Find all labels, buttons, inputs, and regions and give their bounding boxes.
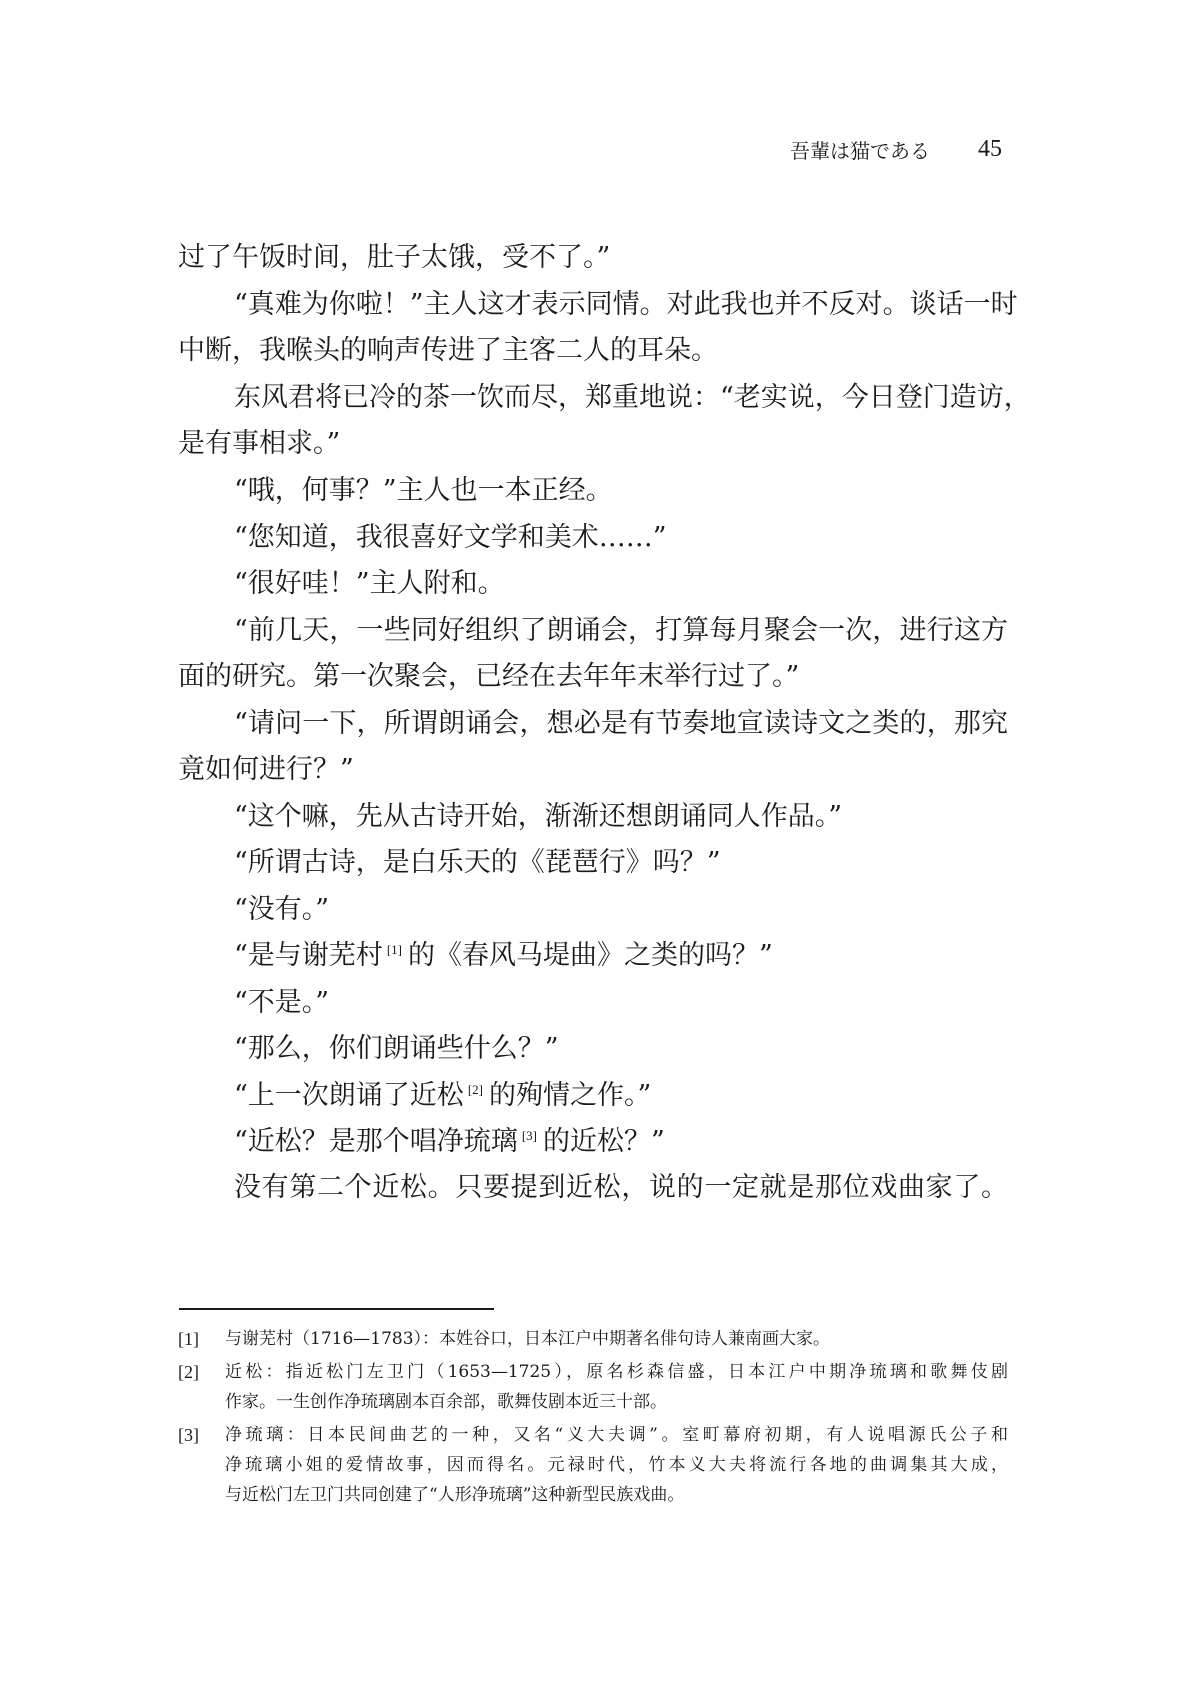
- running-header-title: 吾輩は猫である: [790, 138, 930, 163]
- footnote-number: [3]: [178, 1425, 199, 1445]
- body-line: 东风君将已冷的茶一饮而尽，郑重地说：“老实说，今日登门造访，: [234, 382, 1031, 413]
- body-line: [234, 934, 1008, 978]
- running-header: [790, 131, 1002, 167]
- body-line: [234, 1074, 1008, 1118]
- body-line: 中断，我喉头的响声传进了主客二人的耳朵。: [178, 335, 718, 366]
- body-line: “这个嘛，先从古诗开始，渐渐还想朗诵同人作品。”: [234, 801, 843, 832]
- body-line: 是有事相求。”: [178, 428, 341, 459]
- body-line: “哦，何事？”主人也一本正经。: [234, 475, 613, 506]
- footnote-3: [178, 1420, 1008, 1510]
- footnote-text: 作家。一生创作净琉璃剧本百余部，歌舞伎剧本近三十部。: [225, 1392, 667, 1412]
- body-line: “所谓古诗，是白乐天的《琵琶行》吗？”: [234, 847, 721, 878]
- body-line: 面的研究。第一次聚会，已经在去年年末举行过了。”: [178, 661, 800, 692]
- page-number: 45: [978, 135, 1002, 162]
- footnote-text: 净琉璃：日本民间曲艺的一种，又名“义大夫调”。室町幕府初期，有人说唱源氏公子和: [225, 1425, 1008, 1445]
- footnote-mark: [3]: [521, 1128, 537, 1143]
- footnote-2: [178, 1357, 1008, 1417]
- body-text: 的殉情之作。”: [488, 1080, 652, 1111]
- body-line: “请问一下，所谓朗诵会，想必是有节奏地宣读诗文之类的，那究: [234, 708, 1008, 739]
- footnote-number: [2]: [178, 1362, 199, 1382]
- body-line: “很好哇！”主人附和。: [234, 568, 505, 599]
- footnote-mark: [1]: [386, 942, 402, 957]
- body-line: [234, 1120, 1008, 1164]
- body-text: “是与谢芜村: [234, 940, 383, 971]
- body-line: “不是。”: [234, 987, 330, 1018]
- footnote-text: 与谢芜村（1716—1783）：本姓谷口，日本江户中期著名俳句诗人兼南画大家。: [225, 1329, 831, 1349]
- body-text: “近松？是那个唱净琉璃: [234, 1126, 518, 1157]
- footnote-1: [178, 1324, 1008, 1354]
- body-line: 过了午饭时间，肚子太饿，受不了。”: [178, 242, 611, 273]
- footnote-text: 近松：指近松门左卫门（1653—1725），原名杉森信盛，日本江户中期净琉璃和歌舞伎剧: [225, 1362, 1008, 1382]
- body-line: “没有。”: [234, 894, 330, 925]
- footnote-divider: [179, 1308, 494, 1310]
- body-line: 竟如何进行？”: [178, 754, 354, 785]
- body-line: “前几天，一些同好组织了朗诵会，打算每月聚会一次，进行这方: [234, 615, 1008, 646]
- body-line: “那么，你们朗诵些什么？”: [234, 1033, 559, 1064]
- footnote-number: [1]: [178, 1329, 199, 1349]
- footnote-mark: [2]: [467, 1082, 483, 1097]
- footnote-text: 与近松门左卫门共同创建了“人形净琉璃”这种新型民族戏曲。: [225, 1485, 685, 1505]
- body-line: 没有第二个近松。只要提到近松，说的一定就是那位戏曲家了。: [234, 1172, 1008, 1203]
- footnote-text: 净琉璃小姐的爱情故事，因而得名。元禄时代，竹本义大夫将流行各地的曲调集其大成，: [225, 1455, 1008, 1475]
- body-line: “您知道，我很喜好文学和美术……”: [234, 522, 667, 553]
- body-text: 的《春风马堤曲》之类的吗？”: [407, 940, 773, 971]
- body-line: “真难为你啦！”主人这才表示同情。对此我也并不反对。谈话一时: [234, 289, 1018, 320]
- body-text: 的近松？”: [542, 1126, 665, 1157]
- body-text: “上一次朗诵了近松: [234, 1080, 464, 1111]
